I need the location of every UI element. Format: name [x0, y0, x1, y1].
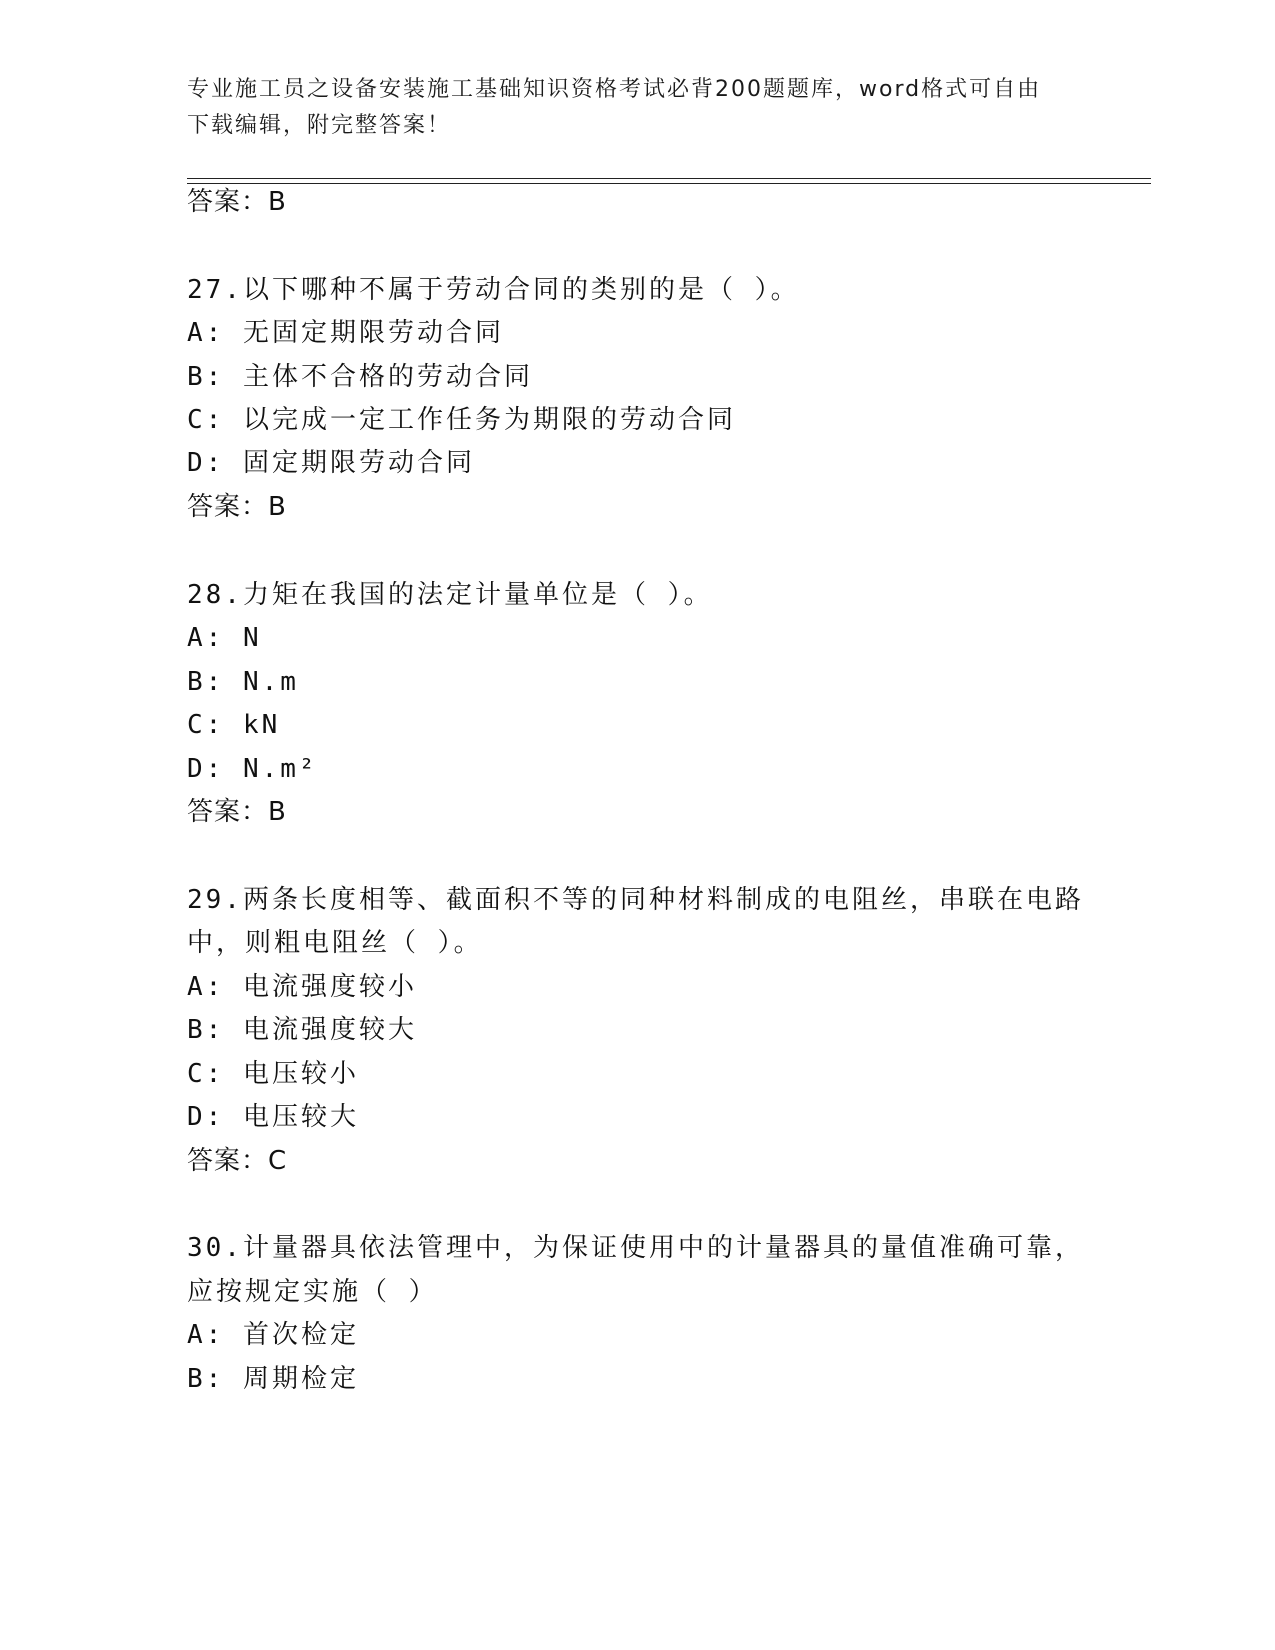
header-title-line1: 专业施工员之设备安装施工基础知识资格考试必背200题题库，word格式可自由	[187, 77, 1042, 102]
question-27-option-c: C: 以完成一定工作任务为期限的劳动合同	[187, 405, 736, 435]
question-29-option-a: A: 电流强度较小	[187, 972, 417, 1002]
question-29-option-b: B: 电流强度较大	[187, 1015, 417, 1045]
document-header	[187, 72, 1087, 144]
question-28-option-d: D: N.m²	[187, 754, 318, 784]
question-30-stem-line1: 30.计量器具依法管理中，为保证使用中的计量器具的量值准确可靠，	[187, 1233, 1084, 1263]
header-divider-top	[187, 178, 1151, 179]
question-28-option-b: B: N.m	[187, 667, 299, 697]
question-28-stem: 28.力矩在我国的法定计量单位是（ ）。	[187, 580, 713, 610]
question-29-stem-line2: 中，则粗电阻丝（ ）。	[187, 928, 483, 958]
question-27-answer: 答案：B	[187, 492, 287, 522]
question-28-option-a: A: N	[187, 623, 262, 653]
question-27-stem: 27.以下哪种不属于劳动合同的类别的是（ ）。	[187, 275, 800, 305]
question-29-stem-line1: 29.两条长度相等、截面积不等的同种材料制成的电阻丝，串联在电路	[187, 885, 1084, 915]
question-28-option-c: C: kN	[187, 710, 281, 740]
previous-answer: 答案：B	[187, 187, 287, 217]
question-30-option-a: A: 首次检定	[187, 1320, 359, 1350]
question-30-option-b: B: 周期检定	[187, 1364, 359, 1394]
question-30-stem-line2: 应按规定实施（ ）	[187, 1277, 438, 1307]
question-28-answer: 答案：B	[187, 797, 287, 827]
question-27-option-b: B: 主体不合格的劳动合同	[187, 362, 533, 392]
header-title-line2: 下载编辑，附完整答案！	[187, 113, 452, 138]
question-29-option-c: C: 电压较小	[187, 1059, 359, 1089]
question-29-option-d: D: 电压较大	[187, 1102, 359, 1132]
header-divider-bottom	[187, 183, 1151, 184]
question-29-answer: 答案：C	[187, 1146, 288, 1176]
question-27-option-d: D: 固定期限劳动合同	[187, 448, 475, 478]
question-27-option-a: A: 无固定期限劳动合同	[187, 318, 504, 348]
